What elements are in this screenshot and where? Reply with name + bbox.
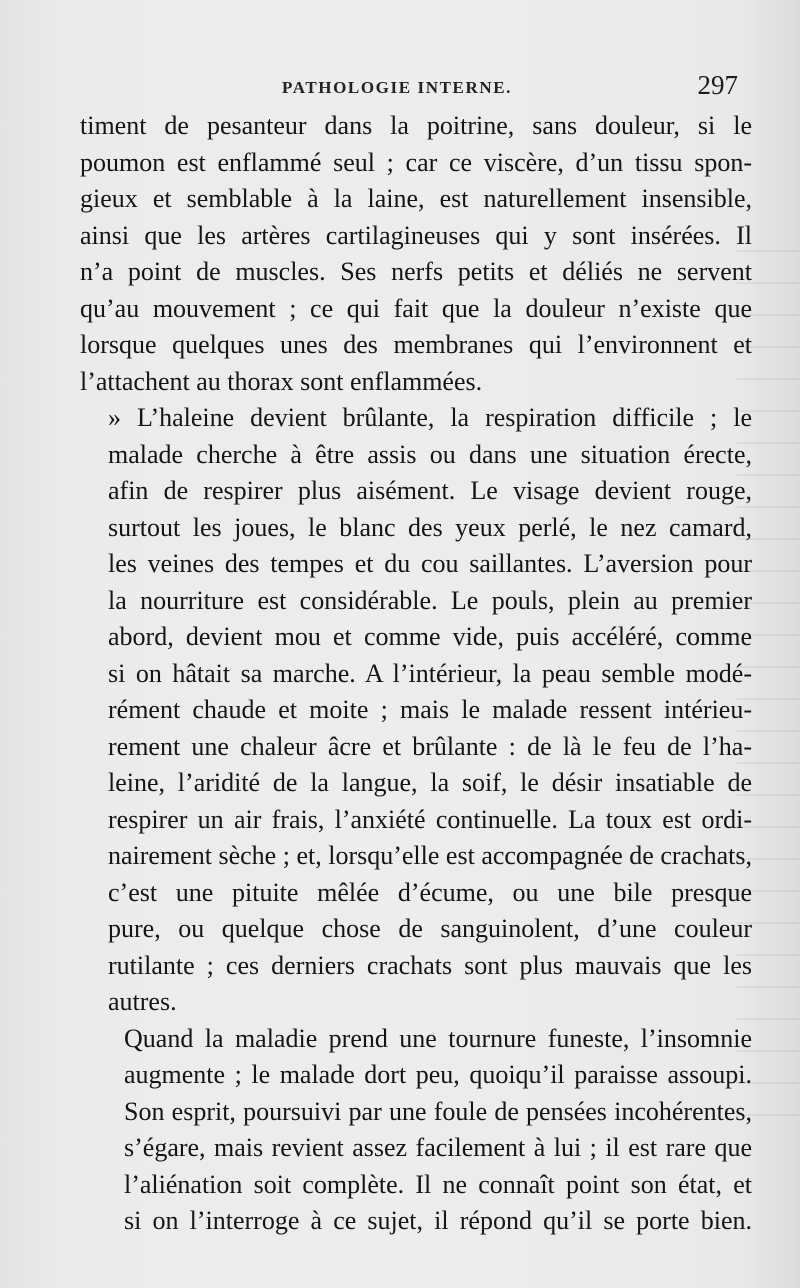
text-line: si on hâtait sa marche. A l’intérieur, la peau semble modé- [108,658,752,688]
text-line: rement une chaleur âcre et brûlante : de là le feu de l’ha- [108,731,752,761]
text-line: leine, l’aridité de la langue, la soif, le désir insatiable de [108,768,752,797]
text-line: respirer un air frais, l’anxiété continuelle. La toux est ordi- [108,804,752,834]
text-line: lorsque quelques unes des membranes qui l’environnent et [80,330,752,359]
text-line: malade cherche à être assis ou dans une situation érecte, [108,439,752,469]
text-line: qu’au mouvement ; ce qui fait que la douleur n’existe que [80,293,752,323]
text-line: afin de respirer plus aisément. Le visage devient rouge, [108,476,752,505]
text-line: poumon est enflammé seul ; car ce viscère, d’un tissu spon- [80,147,752,177]
text-line: » L’haleine devient brûlante, la respiration difficile ; le [108,403,752,432]
paragraph-2 [80,400,752,1021]
text-line: augmente ; le malade dort peu, quoiqu’il paraisse assoupi. [124,1060,752,1089]
text-line: pure, ou quelque chose de sanguinolent, d’une couleur [108,914,752,943]
text-line: la nourriture est considérable. Le pouls, plein au premier [108,585,752,615]
text-line: ainsi que les artères cartilagineuses qui y sont insérées. Il [80,220,752,250]
text-line: rément chaude et moite ; mais le malade ressent intérieu- [108,695,752,724]
text-line: rutilante ; ces derniers crachats sont plus mauvais que les [108,950,752,980]
text-line: n’a point de muscles. Ses nerfs petits et déliés ne servent [80,257,752,286]
text-line: abord, devient mou et comme vide, puis accéléré, comme [108,622,752,651]
body-text [80,108,752,1240]
text-line: autres. [108,987,177,1016]
paragraph-1 [80,108,752,400]
text-line: s’égare, mais revient assez facilement à lui ; il est rare que [124,1133,752,1162]
text-line: c’est une pituite mêlée d’écume, ou une bile presque [108,877,752,907]
text-line: gieux et semblable à la laine, est naturellement insensible, [80,184,752,213]
page-number: 297 [697,70,738,100]
text-line: l’attachent au thorax sont enflammées. [80,366,483,396]
running-head: PATHOLOGIE INTERNE. [282,78,513,97]
paragraph-3 [80,1021,752,1240]
text-line: les veines des tempes et du cou saillantes. L’aversion pour [108,549,752,578]
text-line: nairement sèche ; et, lorsqu’elle est accompagnée de crachats, [108,841,752,870]
text-line: timent de pesanteur dans la poitrine, sans douleur, si le [80,111,752,140]
text-line: Quand la maladie prend une tournure funeste, l’insomnie [124,1023,752,1053]
page-header [70,70,738,104]
text-line: si on l’interroge à ce sujet, il répond qu’il se porte bien. [124,1206,752,1235]
text-line: Son esprit, poursuivi par une foule de pensées incohérentes, [124,1096,752,1126]
text-line: surtout les joues, le blanc des yeux perlé, le nez camard, [108,512,752,542]
text-line: l’aliénation soit complète. Il ne connaît point son état, et [124,1169,752,1199]
